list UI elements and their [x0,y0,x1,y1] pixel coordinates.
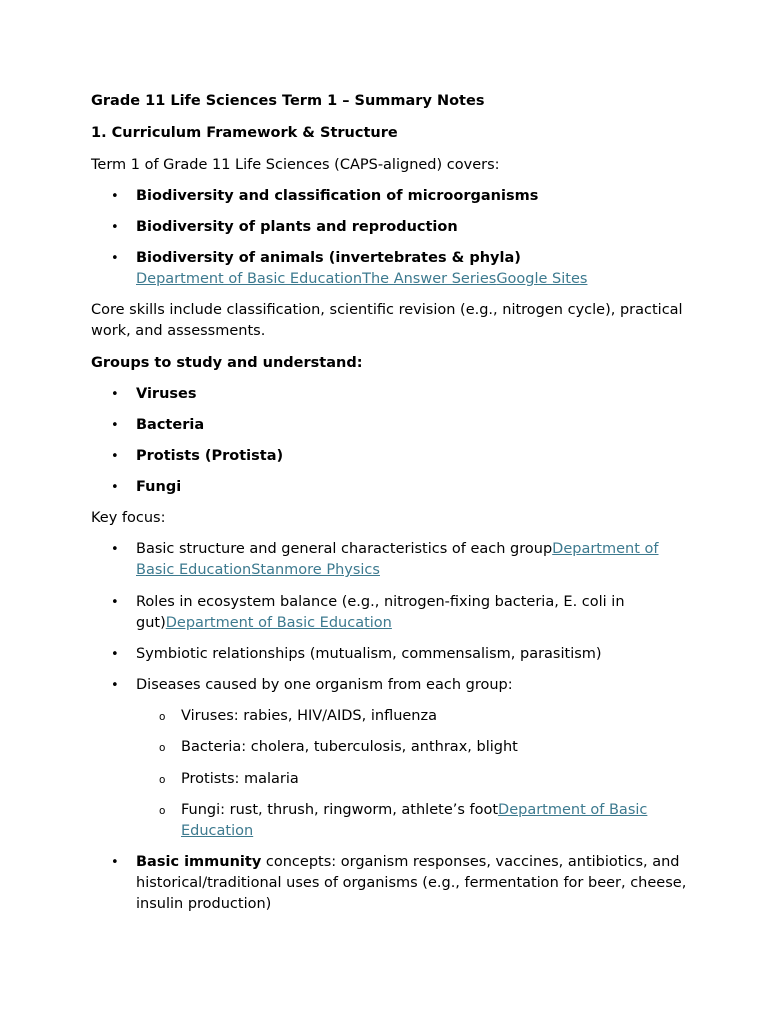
groups-heading: Groups to study and understand: [91,355,363,371]
group-text: Protists (Protista) [136,448,284,464]
source-link-dbe[interactable]: Department of Basic Education [165,615,392,631]
list-item [91,592,691,634]
disease-text: Protists: malaria [181,771,299,787]
section-heading: 1. Curriculum Framework & Structure [91,125,398,141]
key-focus-label: Key focus: [91,510,166,526]
source-link-google-sites[interactable]: Google Sites [496,271,588,287]
list-item [136,737,691,758]
source-link-dbe[interactable]: Department of Basic Education [136,541,659,578]
immunity-text: concepts: organism responses, vaccines, antibiotics, and historical/traditional uses of organisms (e.g., fermentation for beer, cheese, insulin production) [136,854,687,912]
source-link-dbe[interactable]: Department of Basic Education [181,802,648,839]
list-item [91,186,691,207]
list-item [91,852,691,915]
disease-text: Viruses: rabies, HIV/AIDS, influenza [181,708,437,724]
list-item [91,217,691,238]
immunity-bold-text: Basic immunity [136,854,262,870]
list-item [136,769,691,790]
topic-text: Biodiversity of animals (invertebrates & phyla) [136,250,521,266]
focus-symbiotic-text: Symbiotic relationships (mutualism, commensalism, parasitism) [136,646,602,662]
list-item [91,248,691,290]
list-item [136,800,691,842]
list-item [91,415,691,436]
source-link-dbe[interactable]: Department of Basic Education [136,271,363,287]
groups-list [91,384,691,498]
disease-text: Fungi: rust, thrush, ringworm, athlete’s foot [181,802,499,818]
list-item [91,446,691,467]
list-item [91,644,691,665]
source-link-answer-series[interactable]: The Answer Series [362,271,497,287]
topic-text: Biodiversity and classification of microorganisms [136,188,539,204]
list-item [91,477,691,498]
core-skills-paragraph: Core skills include classification, scientific revision (e.g., nitrogen cycle), practical work, and assessments. [91,302,683,339]
list-item [91,539,691,581]
intro-paragraph: Term 1 of Grade 11 Life Sciences (CAPS-aligned) covers: [91,157,500,173]
topics-list [91,186,691,290]
disease-text: Bacteria: cholera, tuberculosis, anthrax, blight [181,739,518,755]
group-text: Fungi [136,479,182,495]
list-item [91,384,691,405]
group-text: Bacteria [136,417,205,433]
focus-list [91,539,691,915]
focus-roles-text: Roles in ecosystem balance (e.g., nitrogen-fixing bacteria, E. coli in gut) [136,594,625,631]
document-title: Grade 11 Life Sciences Term 1 – Summary Notes [91,93,485,109]
list-item [91,675,691,842]
diseases-list [136,706,691,842]
focus-diseases-text: Diseases caused by one organism from each group: [136,677,513,693]
document-body [91,91,691,915]
group-text: Viruses [136,386,197,402]
topic-text: Biodiversity of plants and reproduction [136,219,458,235]
list-item [136,706,691,727]
focus-structure-text: Basic structure and general characteristics of each group [136,541,553,557]
source-link-stanmore-physics[interactable]: Stanmore Physics [251,562,380,578]
